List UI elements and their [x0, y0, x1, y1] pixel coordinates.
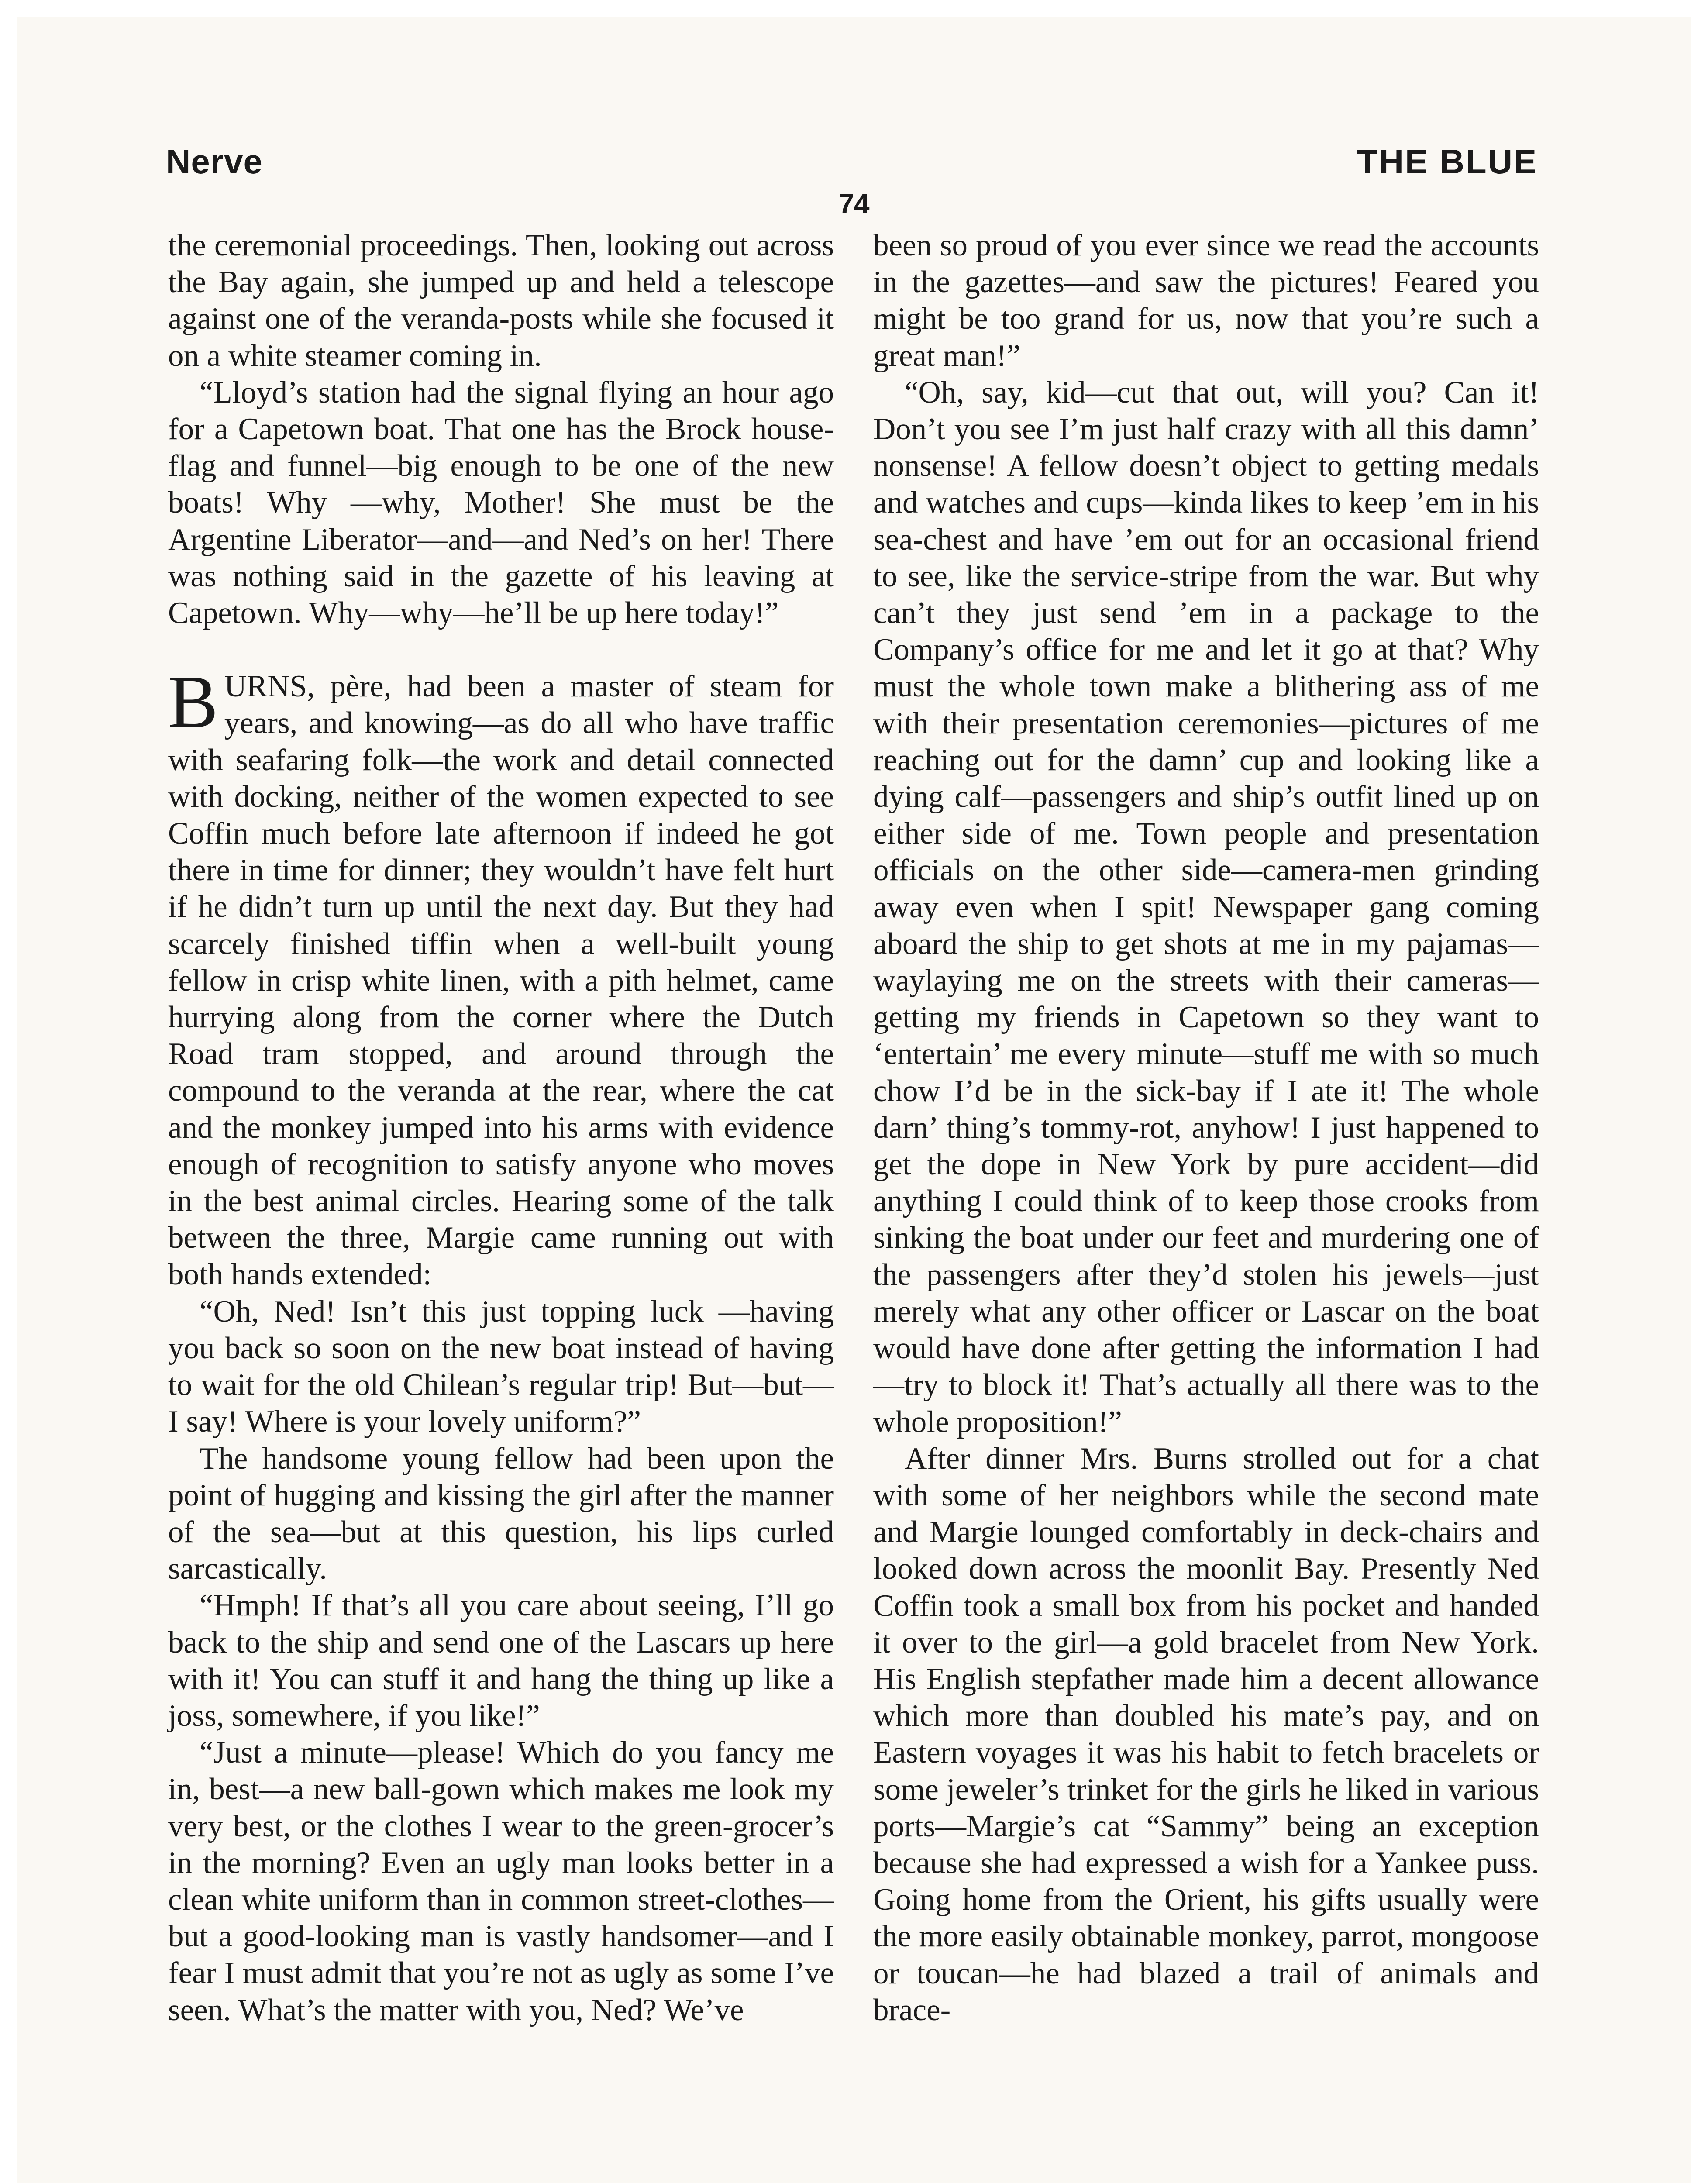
paragraph: been so proud of you ever since we read the accounts in the gazettes—and saw the pictures! Feared you might be too grand for us, now that you’re such a great man!”	[873, 228, 1539, 373]
page-number: 74	[838, 188, 870, 220]
paragraph: “Just a minute—please! Which do you fancy me in, best—a new ball-gown which makes me look my very best, or the clothes I wear to the green-grocer’s in the morning? Even an ugly man looks better in a clean white uniform than in common street-clothes—but a good-looking man is vastly handsomer—and I fear I must admit that you’re not as ugly as some I’ve seen. What’s the matter with you, Ned? We’ve	[168, 1735, 834, 2027]
paragraph: the ceremonial proceedings. Then, looking out across the Bay again, she jumped up and held a telescope against one of the veranda-posts while she focused it on a white steamer coming in.	[168, 228, 834, 373]
paragraph: The handsome young fellow had been upon the point of hugging and kissing the girl after the manner of the sea—but at this question, his lips curled sarcastically.	[168, 1441, 834, 1586]
paragraph: “Oh, Ned! Isn’t this just topping luck —having you back so soon on the new boat instead of having to wait for the old Chilean’s regular trip! But—but—I say! Where is your lovely uniform?”	[168, 1294, 834, 1439]
paragraph-text: URNS, père, had been a master of steam for years, and knowing—as do all who have traffic with seafaring folk—the work and detail connected with docking, neither of the women expected to see Coffin much before late afternoon if indeed he got there in time for dinner; they wouldn’t have felt hurt if he didn’t turn up until the next day. But they had scarcely finished tiffin when a well-built young fellow in crisp white linen, with a pith helmet, came hurrying along from the corner where the Dutch Road tram stopped, and around through the compound to the veranda at the rear, where the cat and the monkey jumped into his arms with evidence enough of recognition to satisfy anyone who moves in the best animal circles. Hearing some of the talk between the three, Margie came running out with both hands extended:	[168, 669, 834, 1292]
paragraph-dropcap	[168, 661, 834, 1293]
left-column	[168, 227, 834, 2028]
paragraph: “Hmph! If that’s all you care about seeing, I’ll go back to the ship and send one of the Lascars up here with it! You can stuff it and hang the thing up like a joss, somewhere, if you like!”	[168, 1588, 834, 1733]
paragraph: “Oh, say, kid—cut that out, will you? Can it! Don’t you see I’m just half crazy with all this damn’ nonsense! A fellow doesn’t object to getting medals and watches and cups—kinda likes to keep ’em in his sea-chest and have ’em out for an occasional friend to see, like the service-stripe from the war. But why can’t they just send ’em in a package to the Company’s office for me and let it go at that? Why must the whole town make a blithering ass of me with their presentation ceremonies—pictures of me reaching out for the damn’ cup and looking like a dying calf—passengers and ship’s outfit lined up on either side of me. Town people and presentation officials on the other side—camera-men grinding away even when I spit! Newspaper gang coming aboard the ship to get shots at me in my pajamas—waylaying me on the streets with their cameras—getting my friends in Capetown so they want to ‘entertain’ me every minute—stuff me with so much chow I’d be in the sick-bay if I ate it! The whole darn’ thing’s tommy-rot, anyhow! I just happened to get the dope in New York by pure accident—did anything I could think of to keep those crooks from sinking the boat under our feet and murdering one of the passengers after they’d stolen his jewels—just merely what any other officer or Lascar on the boat would have done after getting the information I had—try to block it! That’s actually all there was to the whole proposition!”	[873, 375, 1539, 1439]
paragraph: After dinner Mrs. Burns strolled out for a chat with some of her neighbors while the second mate and Margie lounged comfortably in deck-chairs and looked down across the moonlit Bay. Presently Ned Coffin took a small box from his pocket and handed it over to the girl—a gold bracelet from New York. His English stepfather made him a decent allowance which more than doubled his mate’s pay, and on Eastern voyages it was his habit to fetch bracelets or some jeweler’s trinket for the girls he liked in various ports—Margie’s cat “Sammy” being an exception because she had expressed a wish for a Yankee puss. Going home from the Orient, his gifts usually were the more easily obtainable monkey, parrot, mongoose or toucan—he had blazed a trail of animals and brace-	[873, 1441, 1539, 2027]
magazine-title: THE BLUE	[1357, 142, 1538, 181]
paragraph: “Lloyd’s station had the signal flying an hour ago for a Capetown boat. That one has the Brock house-flag and funnel—big enough to be one of the new boats! Why —why, Mother! She must be the Argentine Liberator—and—and Ned’s on her! There was nothing said in the gazette of his leaving at Capetown. Why—why—he’ll be up here today!”	[168, 375, 834, 630]
drop-cap-letter: B	[168, 661, 218, 744]
section-title: Nerve	[166, 142, 263, 181]
right-column	[873, 227, 1539, 2028]
